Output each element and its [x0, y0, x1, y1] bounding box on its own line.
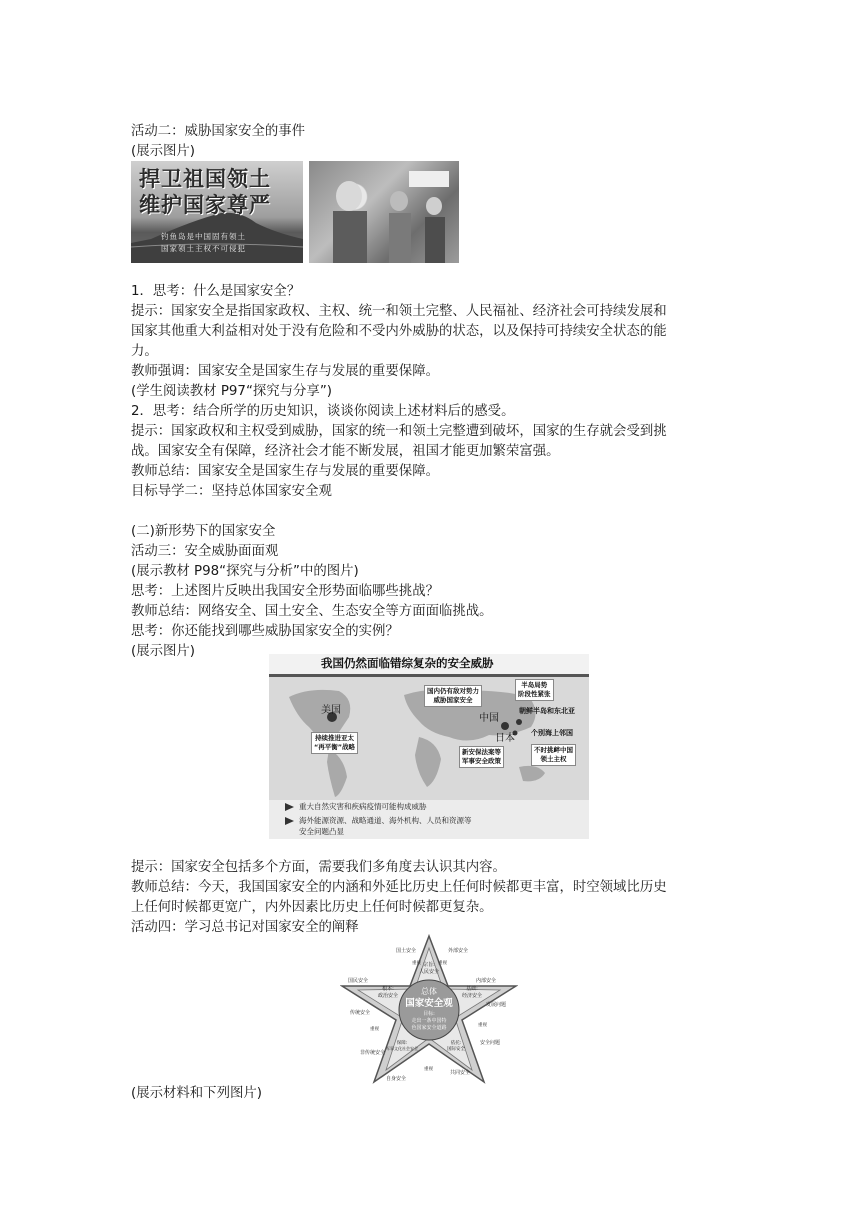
support-label: 依托: — [450, 1041, 462, 1046]
emph-3: 重视 — [370, 1027, 379, 1032]
base-label: 基础: — [466, 986, 478, 992]
emph-5: 重视 — [424, 1067, 433, 1072]
box-peninsula-line1: 半岛局势 — [521, 681, 548, 689]
guarantee-value: 军事文化社会安全 — [386, 1046, 418, 1051]
think-4: 思考：你还能找到哪些威胁国家安全的实例？ — [131, 624, 399, 639]
teacher-summary-3-line2: 上任何时候都更宽广，内外因素比历史上任何时候都更复杂。 — [131, 900, 493, 915]
hint-1-line1: 提示：国家安全是指国家政权、主权、统一和领土完整、人民福祉、经济社会可持续发展和 — [131, 304, 667, 319]
hint-1-line3: 力。 — [131, 344, 158, 359]
box-peninsula-line2: 阶段性紧张 — [518, 690, 551, 698]
activity-2-heading: 活动二：威胁国家安全的事件 — [131, 124, 306, 139]
arrow-bullet-icon — [285, 803, 294, 811]
hint-2-line1: 提示：国家政权和主权受到威胁，国家的统一和领土完整遭到破坏，国家的生存就会受到挑 — [131, 424, 667, 439]
security-threat-map — [269, 654, 589, 839]
guarantee-label: 保障: — [396, 1041, 408, 1046]
box-japan-line2: 军事安全政策 — [462, 757, 501, 765]
map-title: 我国仍然面临错综复杂的安全威胁 — [321, 656, 494, 670]
map-notes — [269, 800, 589, 839]
activity-3-heading: 活动三：安全威胁面面观 — [131, 544, 279, 559]
hint-2-line2: 战。国家安全有保障，经济社会才能不断发展，祖国才能更加繁荣富强。 — [131, 444, 560, 459]
root-value: 政治安全 — [377, 993, 399, 999]
box-hostile-forces — [424, 685, 482, 707]
box-japan-line1: 新安保法案等 — [462, 748, 501, 756]
teacher-emphasis: 教师强调：国家安全是国家生存与发展的重要保障。 — [131, 364, 439, 379]
activity-4-heading: 活动四：学习总书记对国家安全的阐释 — [131, 920, 359, 935]
people-security: 国民安全 — [348, 978, 369, 984]
teacher-summary-3-line1: 教师总结：今天，我国国家安全的内涵和外延比历史上任何时候都更丰富，时空领域比历史 — [131, 880, 667, 895]
nontraditional-security: 非传统安全 — [360, 1050, 386, 1056]
purpose-value: 人民安全 — [418, 969, 440, 975]
crowd-graphic — [309, 161, 459, 263]
goal-line2: 色国家安全道路 — [411, 1025, 447, 1031]
student-reading-note: (学生阅读教材 P97“探究与分享”) — [131, 384, 332, 399]
country-us: 美国 — [321, 705, 341, 716]
hint-3: 提示：国家安全包括多个方面，需要我们多角度去认识其内容。 — [131, 860, 506, 875]
poster-title-1: 捍卫祖国领土 — [139, 167, 271, 191]
traditional-security: 传统安全 — [350, 1010, 371, 1016]
goal-guide-2: 目标导学二：坚持总体国家安全观 — [131, 484, 332, 499]
common-security: 共同安全 — [450, 1070, 471, 1076]
teacher-summary-1: 教师总结：国家安全是国家生存与发展的重要保障。 — [131, 464, 439, 479]
show-picture-note: (展示图片) — [131, 144, 196, 159]
box-provoke-line2: 领土主权 — [540, 755, 567, 763]
textbook-picture-note: (展示教材 P98“探究与分析”中的图片) — [131, 564, 359, 579]
map-header — [269, 654, 589, 677]
goal-line1: 走出一条中国特 — [411, 1018, 447, 1024]
territory-poster-image — [131, 161, 303, 263]
poster-caption-1: 钓鱼岛是中国固有领土 — [161, 232, 246, 241]
box-peninsula — [515, 679, 554, 701]
purpose-label: 宗旨: — [423, 962, 435, 968]
root-label: 根本: — [382, 986, 394, 992]
box-rebalance — [311, 732, 358, 754]
map-note-2b: 安全问题凸显 — [299, 827, 344, 836]
box-hostile-line1: 国内仍有敌对势力 — [427, 687, 479, 695]
think-2: 2．思考：结合所学的历史知识，谈谈你阅读上述材料后的感受。 — [131, 404, 515, 419]
country-china: 中国 — [479, 713, 499, 724]
dev-issue: 发展问题 — [486, 1002, 507, 1008]
box-hostile-line2: 威胁国家安全 — [433, 696, 473, 704]
support-value: 国际安全 — [447, 1047, 465, 1052]
emph-2: 重视 — [438, 961, 447, 966]
outer-security: 外部安全 — [448, 948, 469, 954]
star-diagram-graphic — [340, 934, 518, 1084]
label-sea-neighbor: 个别海上邻国 — [531, 729, 573, 737]
poster-title-2: 维护国家尊严 — [139, 193, 271, 217]
show-picture-note-2: (展示图片) — [131, 644, 196, 659]
show-material-note: (展示材料和下列图片) — [131, 1086, 262, 1101]
hint-1-line2: 国家其他重大利益相对处于没有危险和不受内外威胁的状态，以及保持可持续安全状态的能 — [131, 324, 667, 339]
section-2-heading: (二)新形势下的国家安全 — [131, 524, 276, 539]
map-note-2a: 海外能源资源、战略通道、海外机构、人员和资源等 — [299, 816, 472, 825]
arrow-bullet-icon — [285, 817, 294, 825]
box-japan-policy — [459, 746, 504, 768]
box-rebalance-line1: 持续推进亚太 — [315, 734, 355, 742]
poster-caption-2: 国家领土主权不可侵犯 — [161, 244, 246, 253]
center-top-text: 总体 — [421, 987, 437, 996]
emph-1: 重视 — [412, 961, 421, 966]
land-security: 国土安全 — [396, 948, 417, 954]
teacher-summary-2: 教师总结：网络安全、国土安全、生态安全等方面面临挑战。 — [131, 604, 493, 619]
self-security: 自身安全 — [386, 1076, 407, 1082]
goal-label: 目标: — [423, 1011, 435, 1017]
emph-4: 重视 — [478, 1023, 487, 1028]
holistic-security-star-diagram — [340, 934, 518, 1084]
protest-crowd-photo — [309, 161, 459, 263]
country-japan: 日本 — [495, 733, 515, 744]
center-main-text: 国家安全观 — [405, 998, 453, 1009]
inner-security: 内部安全 — [476, 978, 497, 984]
box-rebalance-line2: “再平衡”战略 — [314, 743, 356, 751]
think-1: 1．思考：什么是国家安全？ — [131, 284, 301, 299]
think-3: 思考：上述图片反映出我国安全形势面临哪些挑战？ — [131, 584, 439, 599]
base-value: 经济安全 — [461, 993, 483, 999]
box-provoke — [531, 744, 576, 766]
box-provoke-line1: 不时挑衅中国 — [534, 746, 573, 754]
security-issue: 安全问题 — [480, 1040, 501, 1046]
label-northeast-asia: 朝鲜半岛和东北亚 — [519, 707, 575, 715]
map-note-1: 重大自然灾害和疾病疫情可能构成威胁 — [299, 802, 427, 811]
